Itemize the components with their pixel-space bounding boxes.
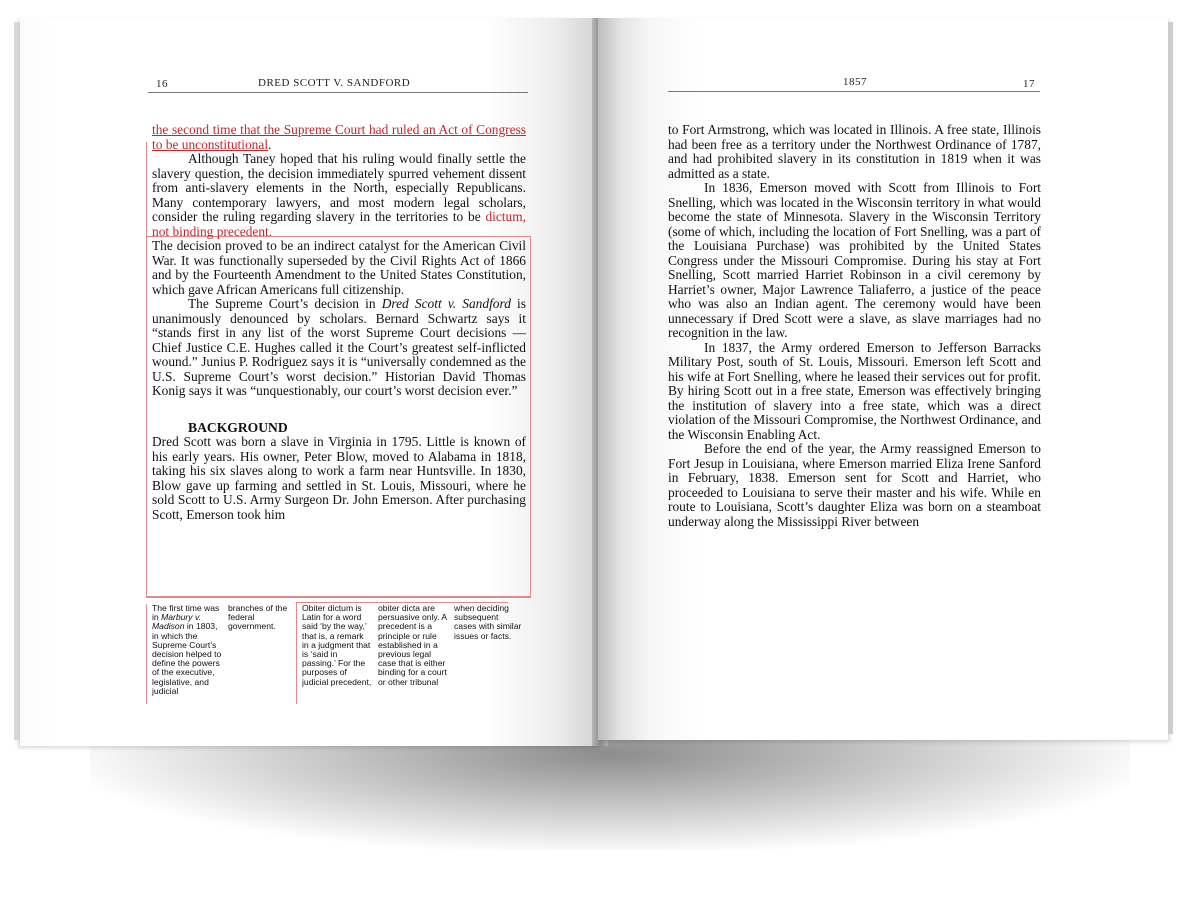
footnote-case: Marbury v. Madison	[152, 612, 202, 632]
red-intro-paragraph	[152, 123, 526, 152]
right-running-head: 1857	[843, 76, 867, 88]
para-fort-armstrong: to Fort Armstrong, which was located in Illinois. A free state, Illinois had been free as a territory under the Northwest Ordinance of 1787, and had prohibited slavery in its constitution in 1819 when it was admitted as a state.	[668, 122, 1041, 181]
para-decision-start: The Supreme Court’s decision in	[188, 296, 382, 311]
left-running-head: DRED SCOTT V. SANDFORD	[258, 77, 411, 89]
footnote-1b: in 1803, in which the Supreme Court’s decision helped to define the powers of the executive, legislative, and judicial	[152, 621, 222, 696]
case-name: Dred Scott v. Sandford	[381, 296, 511, 311]
footnote-col-2: branches of the federal government.	[228, 603, 288, 632]
footnote-mid-rule	[296, 602, 297, 704]
footnote-col-1	[152, 604, 224, 696]
para-catalyst: The decision proved to be an indirect catalyst for the American Civil War. It was functionally superseded by the Civil Rights Act of 1866 and by the Fourteenth Amendment to the United States Constitution, which gave African Americans full citizenship.	[152, 238, 526, 297]
right-page	[598, 18, 1168, 740]
para-taney-start: Although Taney hoped that his ruling would finally settle the slavery question, the decision immediately spurred vehement dissent from anti-slavery elements in the North, especially Republicans. Many contemporary lawyers, and most modern legal scholars, consider the ruling regarding slavery in the territories to be	[152, 151, 526, 224]
right-page-number: 17	[1023, 78, 1035, 90]
para-background: Dred Scott was born a slave in Virginia in 1795. Little is known of his early years. His owner, Peter Blow, moved to Alabama in 1818, taking his six slaves along to work a farm near Huntsville. In 1830, Blow gave up farming and settled in St. Louis, Missouri, where he sold Scott to U.S. Army Surgeon Dr. John Emerson. After purchasing Scott, Emerson took him	[152, 434, 526, 522]
footnotes	[152, 604, 532, 714]
para-fort-jesup: Before the end of the year, the Army reassigned Emerson to Fort Jesup in Louisiana, where Emerson married Eliza Irene Sanford in February, 1838. Emerson sent for Scott and Harriet, who proceeded to Louisiana to serve their master and his wife. While en route to Louisiana, Scott’s daughter Eliza was born on a steamboat underway along the Mississippi River between	[668, 441, 1041, 529]
footnote-col-5: when deciding subsequent cases with similar issues or facts.	[454, 603, 522, 641]
para-decision-rest: is unanimously denounced by scholars. Bernard Schwartz says it “stands first in any list of the worst Supreme Court decisions — Chief Justice C.E. Hughes called it the Court’s greatest self-inflicted wound.” Junius P. Rodriguez says it is “universally condemned as the U.S. Supreme Court’s worst decision.” Historian David Thomas Konig says it was “unquestionably, our court’s worst decision ever.”	[152, 296, 526, 398]
left-body-text	[152, 123, 526, 522]
left-page-number: 16	[156, 78, 168, 90]
background-heading: BACKGROUND	[188, 419, 288, 435]
book-shadow	[90, 730, 1130, 850]
footnote-col-4: obiter dicta are persuasive only. A precedent is a principle or rule established in a previous legal case that is either binding for a court or other tribunal	[378, 603, 447, 687]
footnote-left-rule	[146, 604, 147, 704]
dictum-red-period: .	[268, 223, 273, 239]
right-header-rule	[668, 91, 1040, 92]
left-header-rule	[148, 92, 528, 93]
footnote-col-3: Obiter dictum is Latin for a word said ‘by the way,’ that is, a remark in a judgment that is ‘said in passing.’ For the purposes of judicial precedent,	[302, 603, 372, 687]
para-fort-snelling: In 1836, Emerson moved with Scott from Illinois to Fort Snelling, which was located in the Wisconsin territory in what would become the state of Minnesota. Slavery in the Wisconsin Territory (some of which, including the location of Fort Snelling, was a part of the Louisiana Purchase) was prohibited by the United States Congress under the Missouri Compromise. During his stay at Fort Snelling, Scott married Harriet Robinson in a civil ceremony by Harriet’s owner, Major Lawrence Taliaferro, a justice of the peace who was also an Indian agent. The ceremony would have been unnecessary if Dred Scott were a slave, as slave marriages had no recognition in the law.	[668, 180, 1041, 340]
right-body-text	[668, 123, 1041, 529]
para-jefferson-barracks: In 1837, the Army ordered Emerson to Jefferson Barracks Military Post, south of St. Louis, Missouri. Emerson left Scott and his wife at Fort Snelling, where he leased their services out for profit. By hiring Scott out in a free state, Emerson was effectively bringing the institution of slavery into a free state, which was a direct violation of the Missouri Compromise, the Northwest Ordinance, and the Wisconsin Enabling Act.	[668, 339, 1041, 442]
red-intro-period: .	[268, 136, 272, 152]
para-decision	[152, 297, 526, 399]
para-taney	[152, 152, 526, 239]
left-page	[20, 18, 602, 746]
red-intro-text: the second time that the Supreme Court had ruled an Act of Congress to be unconstitutional	[152, 122, 526, 152]
footnote-1a: The first time was in	[152, 603, 220, 623]
dictum-red-text: dictum, not binding precedent	[152, 209, 526, 239]
